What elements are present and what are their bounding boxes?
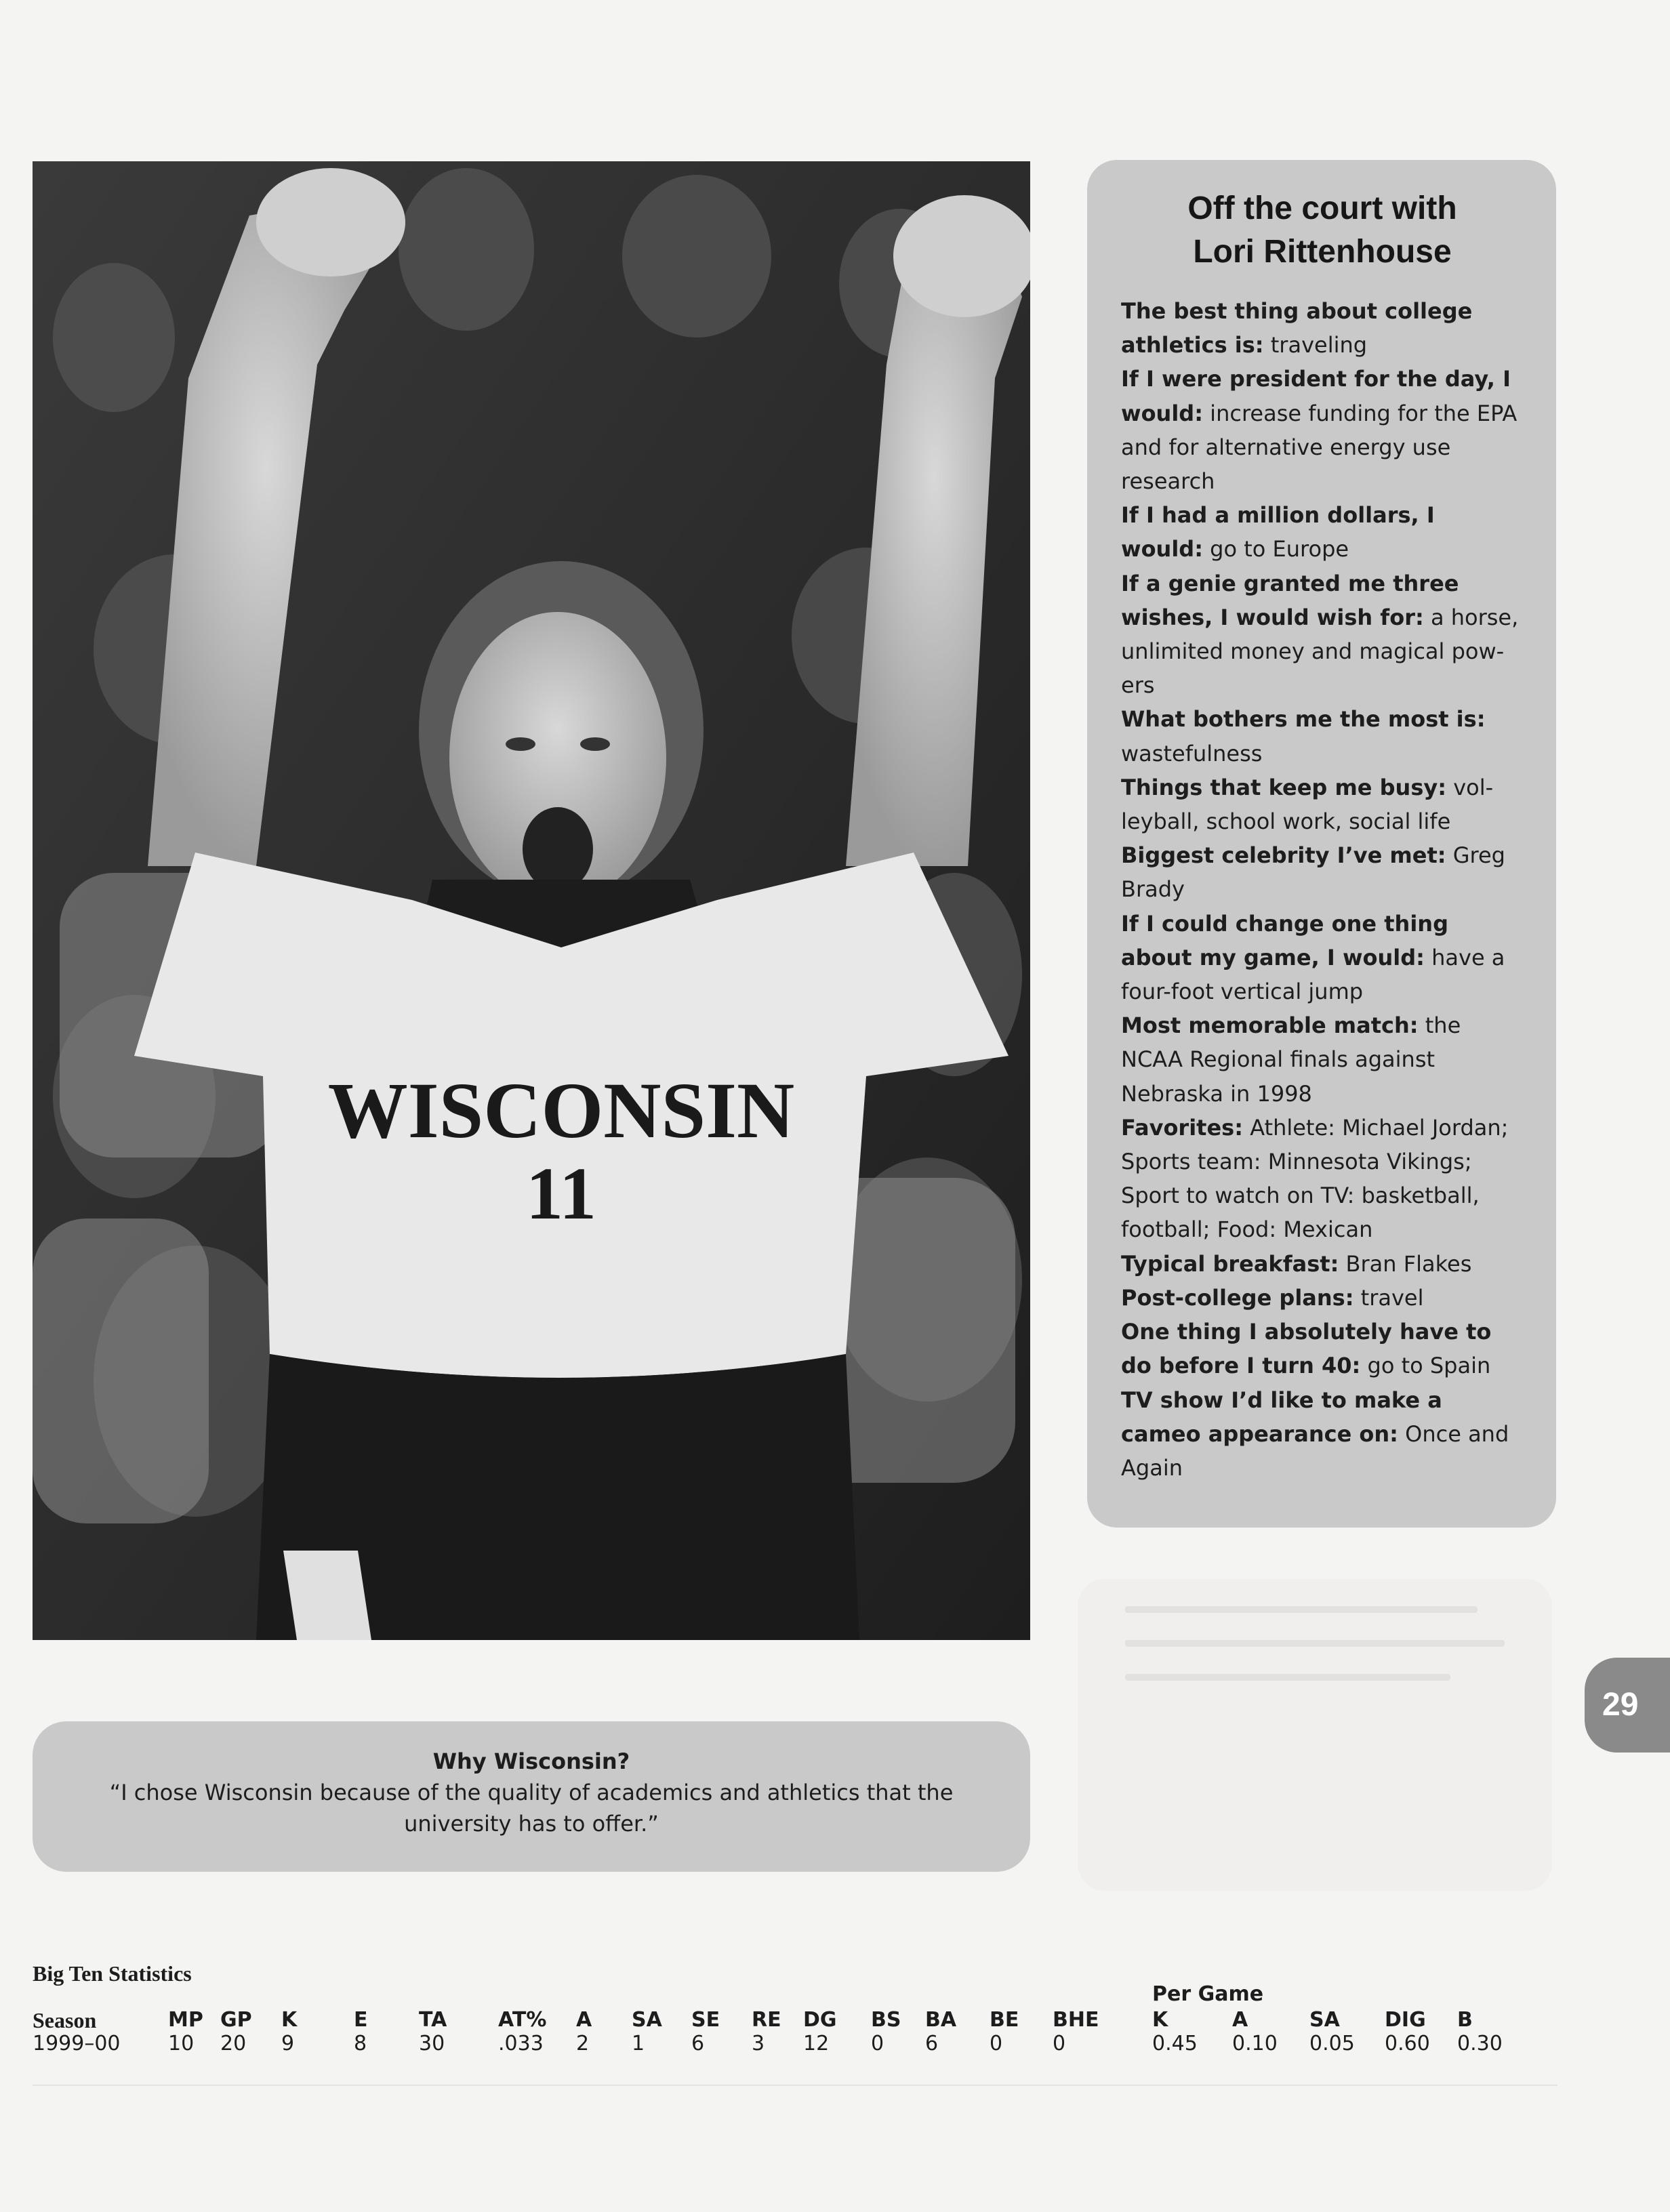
stats-value-cell: 3: [752, 2032, 765, 2055]
stats-header-cell: BA: [925, 2008, 957, 2032]
stats-value-cell: 1: [632, 2032, 645, 2055]
question: What bothers me the most is:: [1121, 706, 1486, 733]
why-wisconsin-title: Why Wisconsin?: [432, 1748, 630, 1774]
stats-value-cell: 1999–00: [33, 2032, 121, 2055]
stats-value-cell: 0: [871, 2032, 884, 2055]
question: If I had a million dollars, I would:: [1121, 502, 1435, 562]
question: Things that keep me busy:: [1121, 774, 1447, 800]
stats-value-cell: 10: [168, 2032, 195, 2055]
stats-value-cell: 0.10: [1232, 2032, 1278, 2055]
qa-list: [1121, 294, 1524, 1485]
stats-header-cell: RE: [752, 2008, 781, 2032]
stats-header-cell: A: [576, 2008, 592, 2032]
qa-item: [1121, 1315, 1524, 1382]
question: Favorites:: [1121, 1114, 1244, 1141]
question: If I could change one thing about my game, I would:: [1121, 910, 1448, 970]
answer: travel: [1360, 1284, 1424, 1311]
qa-item: [1121, 498, 1524, 566]
qa-item: [1121, 1281, 1524, 1315]
stats-value-cell: 6: [925, 2032, 939, 2055]
stats-header-cell: BE: [990, 2008, 1019, 2032]
stats-value-cell: 8: [354, 2032, 367, 2055]
qa-item: [1121, 771, 1524, 838]
stats-value-cell: 0.60: [1385, 2032, 1430, 2055]
answer: volleyball, school work, social life: [1121, 774, 1494, 835]
off-the-court-sidebar: [1087, 160, 1556, 1528]
stats-value-cell: 0.45: [1152, 2032, 1198, 2055]
page-number-tab: 29: [1585, 1658, 1670, 1753]
qa-item: [1121, 907, 1524, 1009]
answer: Greg Brady: [1121, 842, 1505, 903]
player-photo: [33, 161, 1030, 1640]
stats-header-cell: GP: [220, 2008, 252, 2032]
bleed-through-panel: [1078, 1579, 1552, 1891]
sidebar-title: [1121, 187, 1524, 274]
stats-header-cell: E: [354, 2008, 368, 2032]
question: If I were president for the day, I would:: [1121, 366, 1511, 426]
stats-value-cell: 0: [990, 2032, 1003, 2055]
stats-value-cell: 12: [803, 2032, 830, 2055]
answer: go to Europe: [1210, 536, 1349, 562]
stats-header-cell: B: [1457, 2008, 1473, 2032]
stats-value-cell: 2: [576, 2032, 590, 2055]
bleed-through-line: [1125, 1674, 1450, 1681]
jersey-text: WISCONSIN: [327, 1066, 795, 1155]
question: If a genie granted me three wishes, I would wish for:: [1121, 570, 1459, 630]
sidebar-title-line2: Lori Rittenhouse: [1193, 234, 1452, 270]
why-wisconsin-box: [33, 1721, 1030, 1872]
stats-header-cell: TA: [419, 2008, 447, 2032]
stats-value-cell: 0: [1053, 2032, 1066, 2055]
qa-item: [1121, 1008, 1524, 1111]
stats-value-cell: 0.05: [1309, 2032, 1355, 2055]
why-wisconsin-quote: “I chose Wisconsin because of the quality of academics and athletics that the university has to offer.”: [109, 1780, 954, 1837]
answer: Bran Flakes: [1345, 1250, 1472, 1277]
stats-header-cell: DG: [803, 2008, 837, 2032]
jersey-number: 11: [526, 1152, 596, 1235]
stats-header-cell: A: [1232, 2008, 1248, 2032]
stats-divider: [33, 2085, 1557, 2086]
stats-value-cell: 9: [281, 2032, 295, 2055]
stats-header-cell: SA: [1309, 2008, 1340, 2032]
bleed-through-line: [1125, 1640, 1505, 1647]
qa-item: [1121, 1247, 1524, 1281]
qa-item: [1121, 838, 1524, 906]
question: One thing I absolutely have to do before I turn 40:: [1121, 1319, 1492, 1379]
question: Most memorable match:: [1121, 1012, 1419, 1039]
stats-header-cell: Season: [33, 2008, 97, 2032]
stats-header-cell: SA: [632, 2008, 662, 2032]
sidebar-title-line1: Off the court with: [1187, 190, 1457, 226]
answer: Once and Again: [1121, 1420, 1509, 1481]
stats-title: Big Ten Statistics: [33, 1961, 192, 1986]
answer: traveling: [1270, 332, 1368, 359]
answer: wastefulness: [1121, 740, 1263, 766]
per-game-label: Per Game: [1152, 1982, 1264, 2006]
qa-item: [1121, 294, 1524, 362]
qa-item: [1121, 362, 1524, 498]
answer: increase funding for the EPA and for alternative energy use research: [1121, 400, 1518, 495]
question: Typical breakfast:: [1121, 1250, 1339, 1277]
stats-header-cell: K: [1152, 2008, 1168, 2032]
question: The best thing about college athletics is:: [1121, 298, 1473, 359]
stats-header-cell: BS: [871, 2008, 901, 2032]
question: TV show I’d like to make a cameo appearance on:: [1121, 1387, 1442, 1447]
answer: have a four-foot vertical jump: [1121, 944, 1505, 1005]
stats-header-cell: K: [281, 2008, 298, 2032]
answer: the NCAA Regional finals against Nebraska in 1998: [1121, 1012, 1461, 1107]
answer: a horse, unlimited money and magical powers: [1121, 604, 1519, 699]
stats-value-cell: 20: [220, 2032, 247, 2055]
stats-header-cell: DIG: [1385, 2008, 1426, 2032]
question: Biggest celebrity I’ve met:: [1121, 842, 1446, 869]
answer: go to Spain: [1367, 1353, 1491, 1379]
stats-header-cell: AT%: [498, 2008, 547, 2032]
stats-value-cell: 30: [419, 2032, 445, 2055]
stats-header-cell: SE: [691, 2008, 720, 2032]
question: Post-college plans:: [1121, 1284, 1354, 1311]
stats-value-cell: 0.30: [1457, 2032, 1503, 2055]
stats-header-cell: BHE: [1053, 2008, 1099, 2032]
qa-item: [1121, 567, 1524, 703]
stats-value-cell: .033: [498, 2032, 544, 2055]
answer: Athlete: Michael Jordan; Sports team: Minnesota Vikings; Sport to watch on TV: basketball, football; Food: Mexican: [1121, 1114, 1509, 1243]
stats-header-cell: MP: [168, 2008, 203, 2032]
bleed-through-line: [1125, 1606, 1478, 1613]
qa-item: [1121, 1111, 1524, 1247]
qa-item: [1121, 1383, 1524, 1486]
qa-item: [1121, 702, 1524, 770]
stats-value-cell: 6: [691, 2032, 705, 2055]
